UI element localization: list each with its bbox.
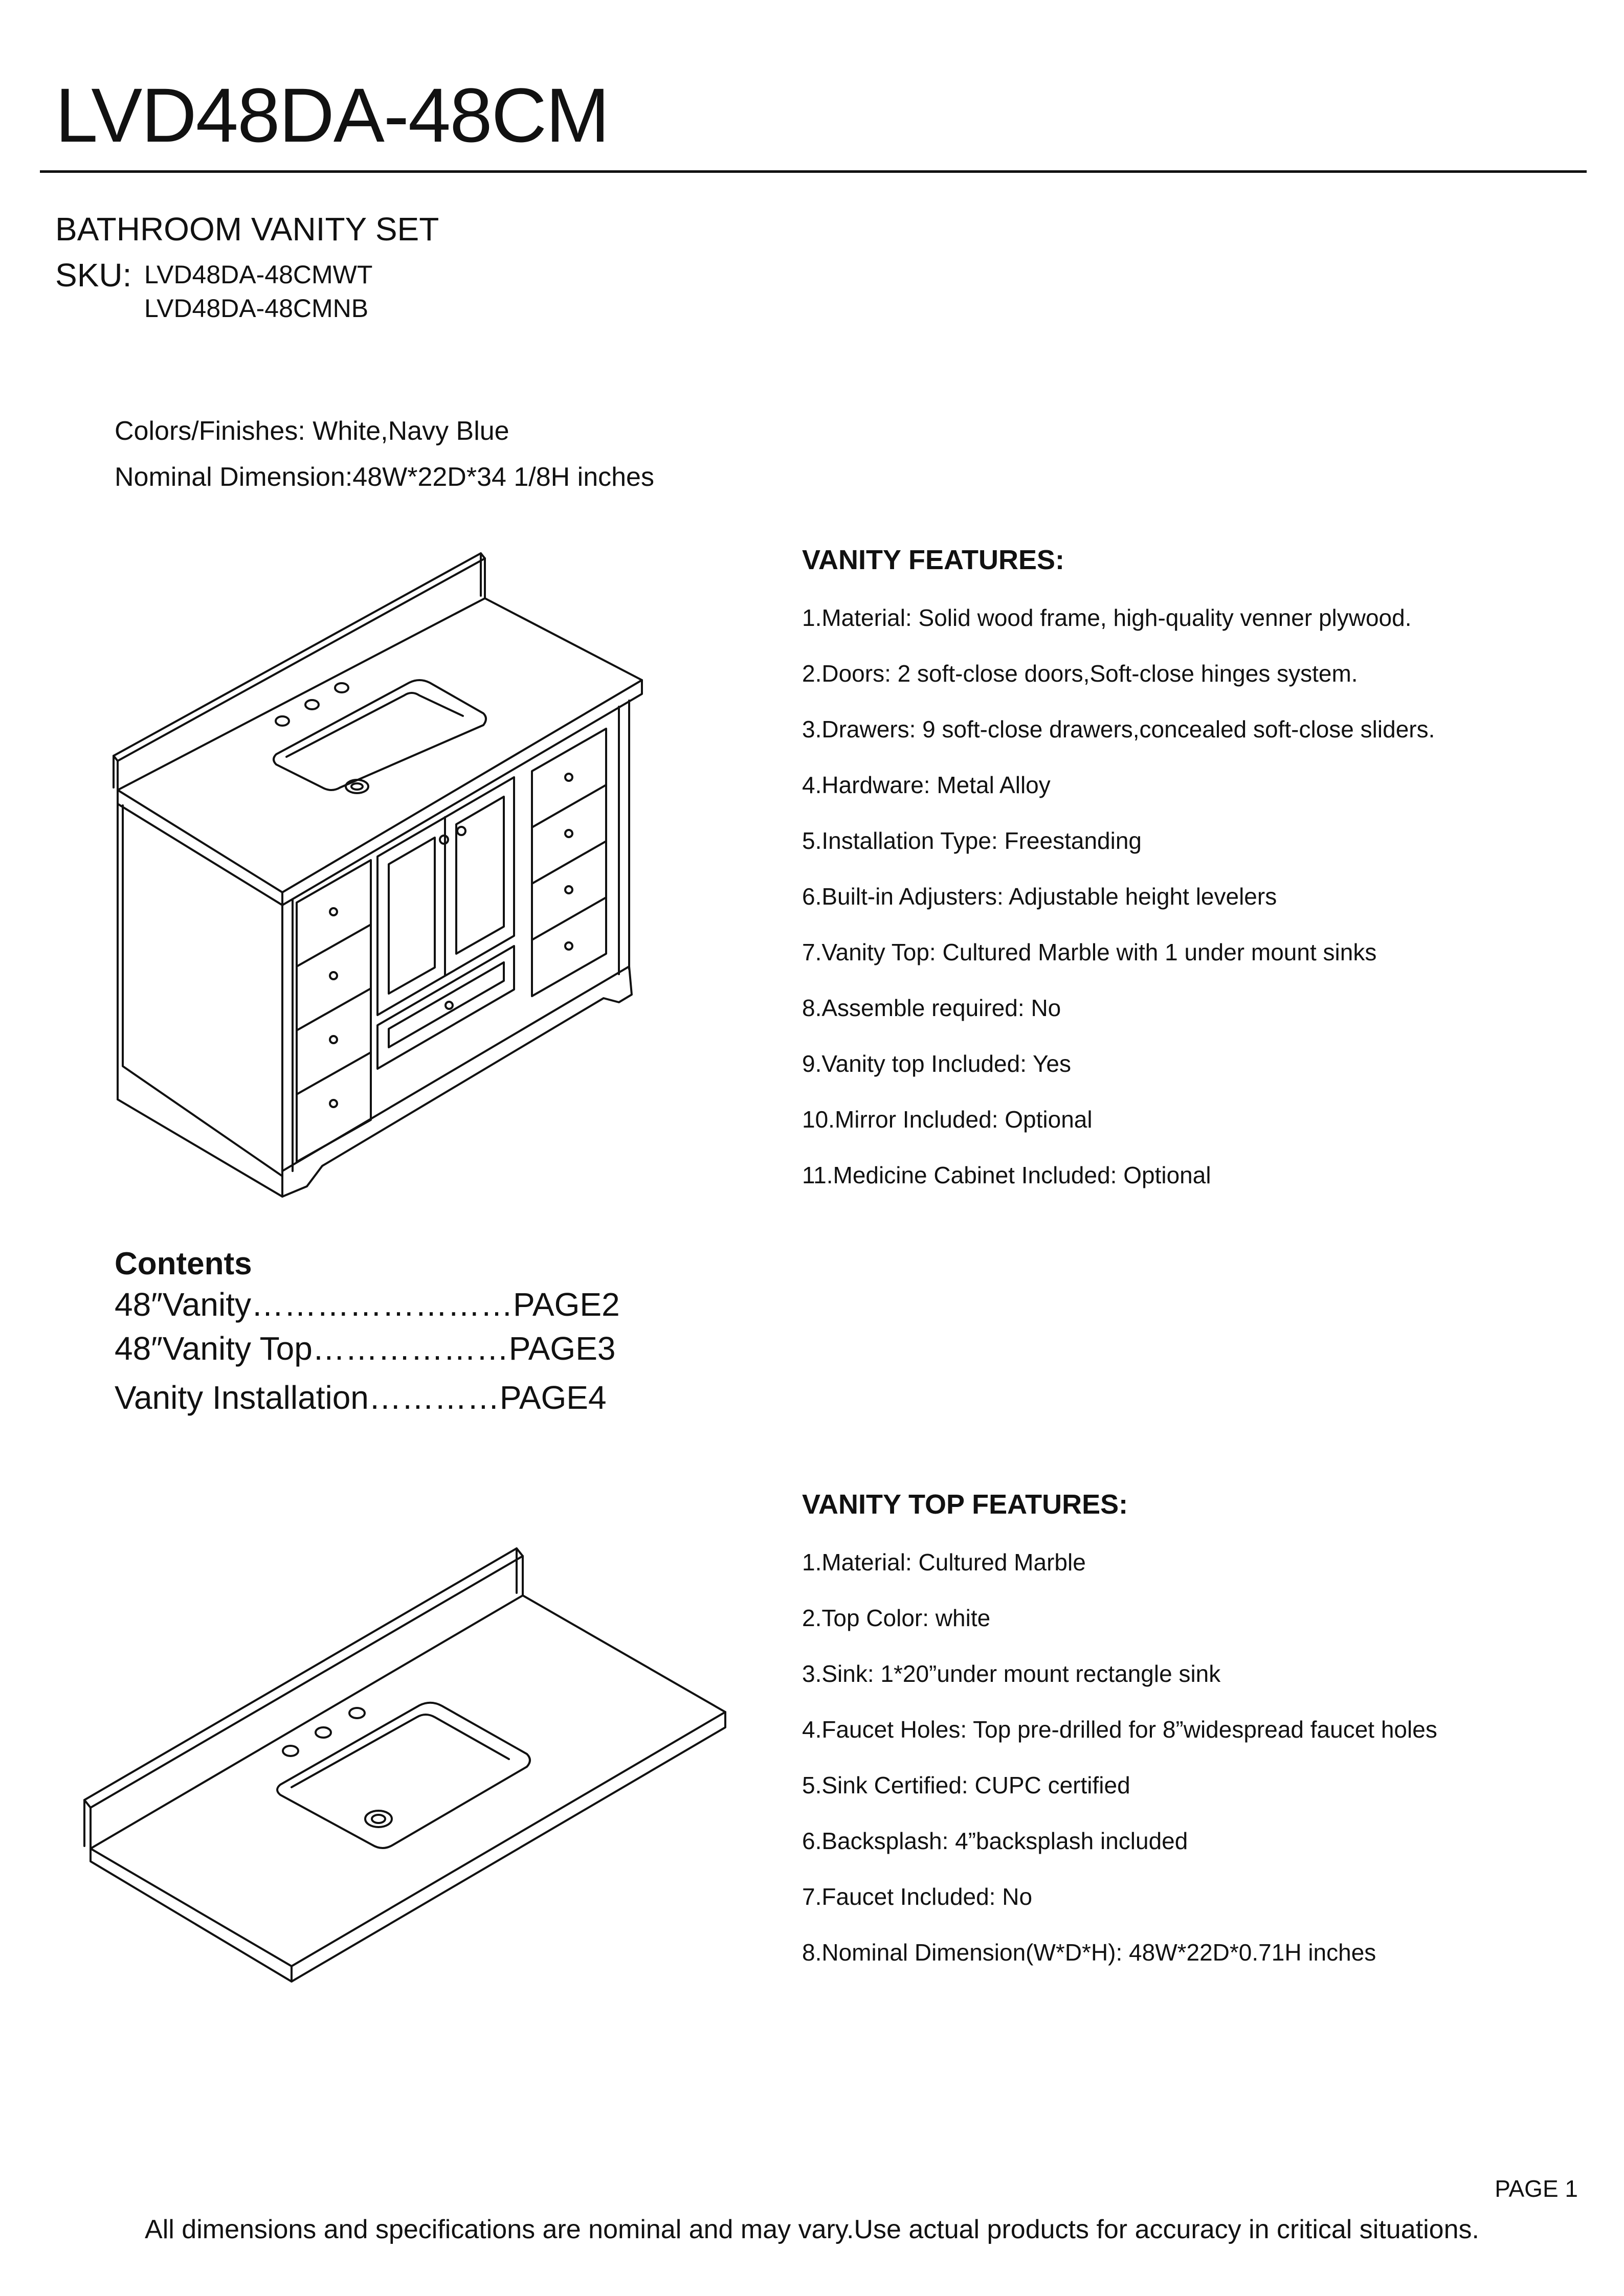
vanity-feature-item: 1.Material: Solid wood frame, high-quality venner plywood. [802, 604, 1412, 631]
sku-navy: LVD48DA-48CMNB [144, 294, 369, 323]
top-feature-item: 2.Top Color: white [802, 1605, 991, 1631]
vanity-feature-item: 10.Mirror Included: Optional [802, 1106, 1093, 1133]
product-subtitle: BATHROOM VANITY SET [55, 211, 439, 247]
vanity-feature-item: 4.Hardware: Metal Alloy [802, 772, 1051, 798]
top-features-heading: VANITY TOP FEATURES: [802, 1489, 1128, 1520]
vanity-feature-item: 8.Assemble required: No [802, 995, 1061, 1021]
page-number: PAGE 1 [1495, 2175, 1578, 2202]
toc-entry-installation[interactable]: Vanity Installation…………PAGE4 [115, 1379, 607, 1416]
model-title: LVD48DA-48CM [55, 72, 609, 158]
vanity-feature-item: 7.Vanity Top: Cultured Marble with 1 under mount sinks [802, 939, 1377, 965]
vanity-feature-item: 2.Doors: 2 soft-close doors,Soft-close hinges system. [802, 660, 1358, 687]
vanity-feature-item: 6.Built-in Adjusters: Adjustable height levelers [802, 883, 1277, 910]
vanity-feature-item: 5.Installation Type: Freestanding [802, 827, 1142, 854]
sku-label: SKU: [55, 257, 132, 294]
vanity-feature-item: 9.Vanity top Included: Yes [802, 1050, 1071, 1077]
top-feature-item: 7.Faucet Included: No [802, 1883, 1033, 1910]
vanity-feature-item: 11.Medicine Cabinet Included: Optional [802, 1162, 1211, 1188]
vanity-feature-item: 3.Drawers: 9 soft-close drawers,concealed soft-close sliders. [802, 716, 1435, 742]
top-feature-item: 4.Faucet Holes: Top pre-drilled for 8”widespread faucet holes [802, 1716, 1437, 1743]
top-feature-item: 8.Nominal Dimension(W*D*H): 48W*22D*0.71H inches [802, 1939, 1376, 1966]
disclaimer: All dimensions and specifications are nominal and may vary.Use actual products for accuracy in critical situations. [145, 2215, 1479, 2244]
top-feature-item: 3.Sink: 1*20”under mount rectangle sink [802, 1660, 1221, 1687]
nominal-dimension: Nominal Dimension:48W*22D*34 1/8H inches [115, 462, 654, 492]
toc-entry-vanity[interactable]: 48″Vanity……………………PAGE2 [115, 1286, 620, 1323]
vanity-features-heading: VANITY FEATURES: [802, 545, 1065, 575]
contents-heading: Contents [115, 1246, 252, 1281]
sku-white: LVD48DA-48CMWT [144, 260, 373, 289]
toc-entry-vanity-top[interactable]: 48″Vanity Top………………PAGE3 [115, 1330, 616, 1367]
top-feature-item: 1.Material: Cultured Marble [802, 1549, 1086, 1575]
top-feature-item: 6.Backsplash: 4”backsplash included [802, 1828, 1188, 1854]
top-feature-item: 5.Sink Certified: CUPC certified [802, 1772, 1130, 1798]
colors-finishes: Colors/Finishes: White,Navy Blue [115, 416, 509, 446]
